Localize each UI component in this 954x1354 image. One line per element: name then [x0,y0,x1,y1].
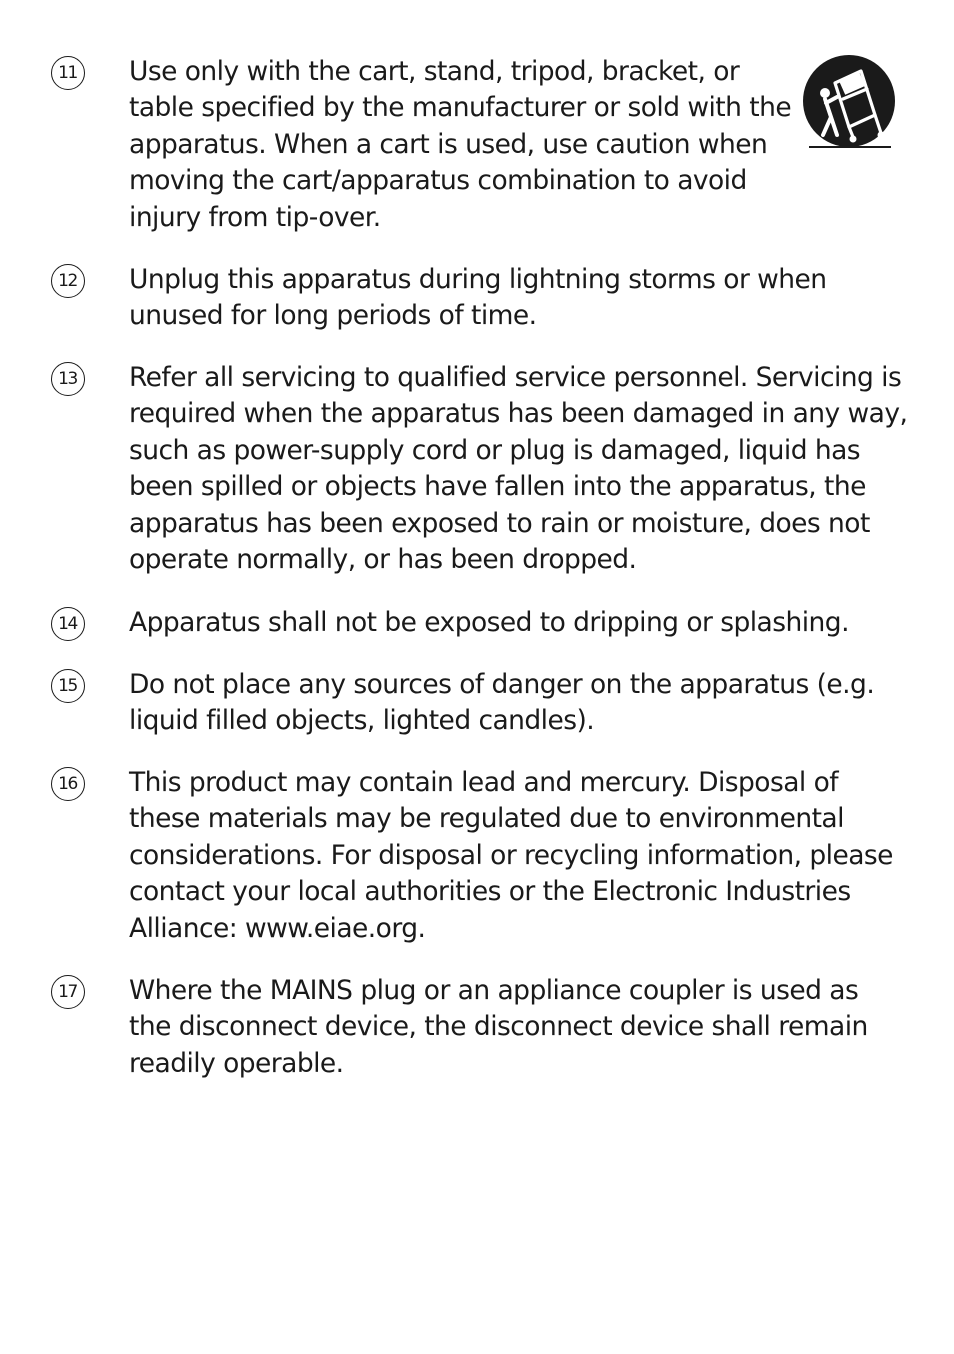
text-line: such as power-supply cord or plug is damaged, liquid has [129,434,861,466]
text-line: moving the cart/apparatus combination to avoid [129,165,747,197]
item-number-badge: 15 [51,669,85,703]
text-line: apparatus. When a cart is used, use caution when [129,128,768,160]
text-line: contact your local authorities or the Electronic Industries [129,876,851,908]
item-number-badge: 14 [51,607,85,641]
item-text [129,667,919,740]
text-line: liquid filled objects, lighted candles). [129,705,595,737]
item-number-badge: 12 [51,264,85,298]
item-number-badge: 17 [51,975,85,1009]
text-line: Apparatus shall not be exposed to dripping or splashing. [129,607,849,638]
text-line: considerations. For disposal or recycling information, please [129,839,893,871]
item-text [129,973,919,1082]
cart-tip-over-warning-icon [801,53,897,151]
text-line: Unplug this apparatus during lightning storms or when [129,264,827,295]
text-line: Do not place any sources of danger on the apparatus (e.g. [129,669,875,700]
item-text [129,605,919,641]
text-line: This product may contain lead and mercury. Disposal of [129,767,839,798]
text-line: these materials may be regulated due to environmental [129,803,844,835]
item-text [129,765,919,947]
text-line: Use only with the cart, stand, tripod, bracket, or [129,56,740,87]
text-line: required when the apparatus has been damaged in any way, [129,398,908,430]
text-line: been spilled or objects have fallen into the apparatus, the [129,471,866,503]
item-text [129,262,919,335]
item-text [129,360,919,578]
text-line: apparatus has been exposed to rain or moisture, does not [129,507,870,539]
text-line: Where the MAINS plug or an appliance coupler is used as [129,975,859,1006]
text-line: operate normally, or has been dropped. [129,544,637,576]
item-number-badge: 11 [51,56,85,90]
text-line: unused for long periods of time. [129,300,537,332]
item-number-badge: 16 [51,767,85,801]
text-line: readily operable. [129,1047,344,1079]
text-line: Refer all servicing to qualified service personnel. Servicing is [129,362,902,393]
text-line: the disconnect device, the disconnect device shall remain [129,1011,868,1043]
text-line: injury from tip-over. [129,201,381,233]
item-number-badge: 13 [51,362,85,396]
text-line: Alliance: www.eiae.org. [129,912,426,944]
text-line: table specified by the manufacturer or sold with the [129,92,792,124]
